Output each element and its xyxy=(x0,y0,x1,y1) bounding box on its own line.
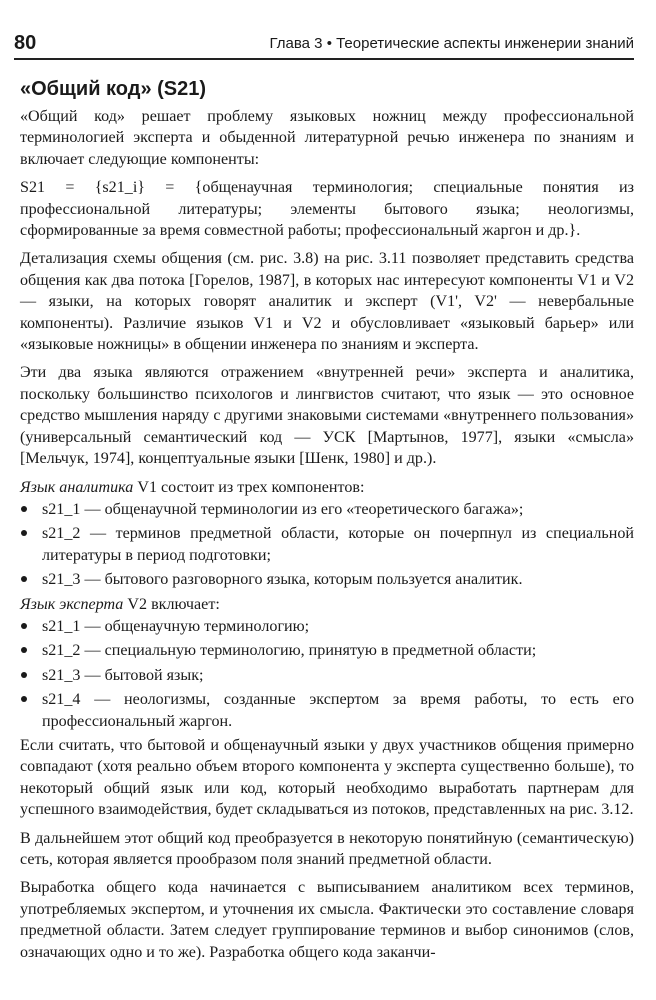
section-title: «Общий код» (S21) xyxy=(20,78,207,100)
paragraph-inner-speech: Эти два языка являются отражением «внутренней речи» эксперта и аналитика, поскольку большинство психологов и лингвистов считают, что язык — это основное средство мышления наряду с другими знаковыми системами «внутреннего пользования» (универсальный семантический код — УСК [Мартынов, 1977], языки «смысла» [Мельчук, 1974], концептуальные языки [Шенк, 1980] и др.). xyxy=(20,364,634,468)
expert-language-label xyxy=(20,594,634,615)
list-item-text: s21_4 — неологизмы, созданные экспертом за время работы, то есть его профессиональный жаргон. xyxy=(42,691,634,730)
list-item-text: s21_1 — общенаучную терминологию; xyxy=(42,617,310,635)
paragraph-semantic-network: В дальнейшем этот общий код преобразуется в некоторую понятийную (семантическую) сеть, которая является прообразом поля знаний предметной области. xyxy=(20,829,634,868)
list-item xyxy=(20,523,634,566)
analyst-language-label-rest: V1 состоит из трех компонентов: xyxy=(133,478,365,496)
analyst-language-list xyxy=(20,499,634,591)
list-item xyxy=(20,616,634,637)
page-content xyxy=(20,76,634,970)
list-item xyxy=(20,689,634,732)
bullet-icon xyxy=(21,647,27,653)
paragraph-s21-definition: S21 = {s21_i} = {общенаучная терминология; специальные понятия из профессиональной литературы; элементы бытового языка; неологизмы, сформированные за время совместной работы; профессиональный жаргон и др.}. xyxy=(20,179,634,240)
list-item-text: s21_3 — бытовой язык; xyxy=(42,666,204,684)
list-item-text: s21_2 — терминов предметной области, которые он почерпнул из специальной литературы в период подготовки; xyxy=(42,525,634,564)
bullet-icon xyxy=(21,623,27,629)
list-item xyxy=(20,665,634,686)
running-head: Глава 3 • Теоретические аспекты инженерии знаний xyxy=(269,35,634,52)
paragraph-intro: «Общий код» решает проблему языковых ножниц между профессиональной терминологией эксперта и обыденной литературной речью инженера по знаниям и включает следующие компоненты: xyxy=(20,108,634,168)
list-item xyxy=(20,569,634,590)
list-item xyxy=(20,499,634,520)
bullet-icon xyxy=(21,506,27,512)
analyst-language-label-italic: Язык аналитика xyxy=(20,478,134,496)
page-number: 80 xyxy=(14,32,37,54)
expert-language-list xyxy=(20,616,634,732)
bullet-icon xyxy=(21,672,27,678)
list-item xyxy=(20,640,634,661)
paragraph-common-language: Если считать, что бытовой и общенаучный языки у двух участников общения примерно совпадают (хотя реально объем второго компонента у эксперта существенно больше), то некоторый общий язык или код, который необходимо выработать партнерам для успешного взаимодействия, будет складываться из потоков, представленных на рис. 3.12. xyxy=(20,736,634,819)
paragraph-communication-scheme: Детализация схемы общения (см. рис. 3.8) на рис. 3.11 позволяет представить средства общения как два потока [Горелов, 1987], в которых нас интересуют компоненты V1 и V2 — языки, на которых говорят аналитик и эксперт (V1', V2' — невербальные компоненты). Различие языков V1 и V2 и обусловливает «языковый барьер» или «языковые ножницы» в общении инженера по знаниям и эксперта. xyxy=(20,250,634,354)
list-item-text: s21_2 — специальную терминологию, принятую в предметной области; xyxy=(42,642,537,660)
list-item-text: s21_1 — общенаучной терминологии из его «теоретического багажа»; xyxy=(42,500,524,518)
list-item-text: s21_3 — бытового разговорного языка, которым пользуется аналитик. xyxy=(42,571,523,589)
expert-language-label-italic: Язык эксперта xyxy=(20,595,124,613)
page-header xyxy=(14,30,634,60)
paragraph-code-development: Выработка общего кода начинается с выписыванием аналитиком всех терминов, употребляемых экспертом, и уточнения их смысла. Фактически это составление словаря предметной области. Затем следует группирование терминов и выбор синонимов (слов, означающих одно и то же). Разработка общего кода заканчи- xyxy=(20,879,634,961)
bullet-icon xyxy=(21,576,27,582)
analyst-language-label xyxy=(20,477,634,498)
bullet-icon xyxy=(21,696,27,702)
expert-language-label-rest: V2 включает: xyxy=(123,595,220,613)
bullet-icon xyxy=(21,530,27,536)
